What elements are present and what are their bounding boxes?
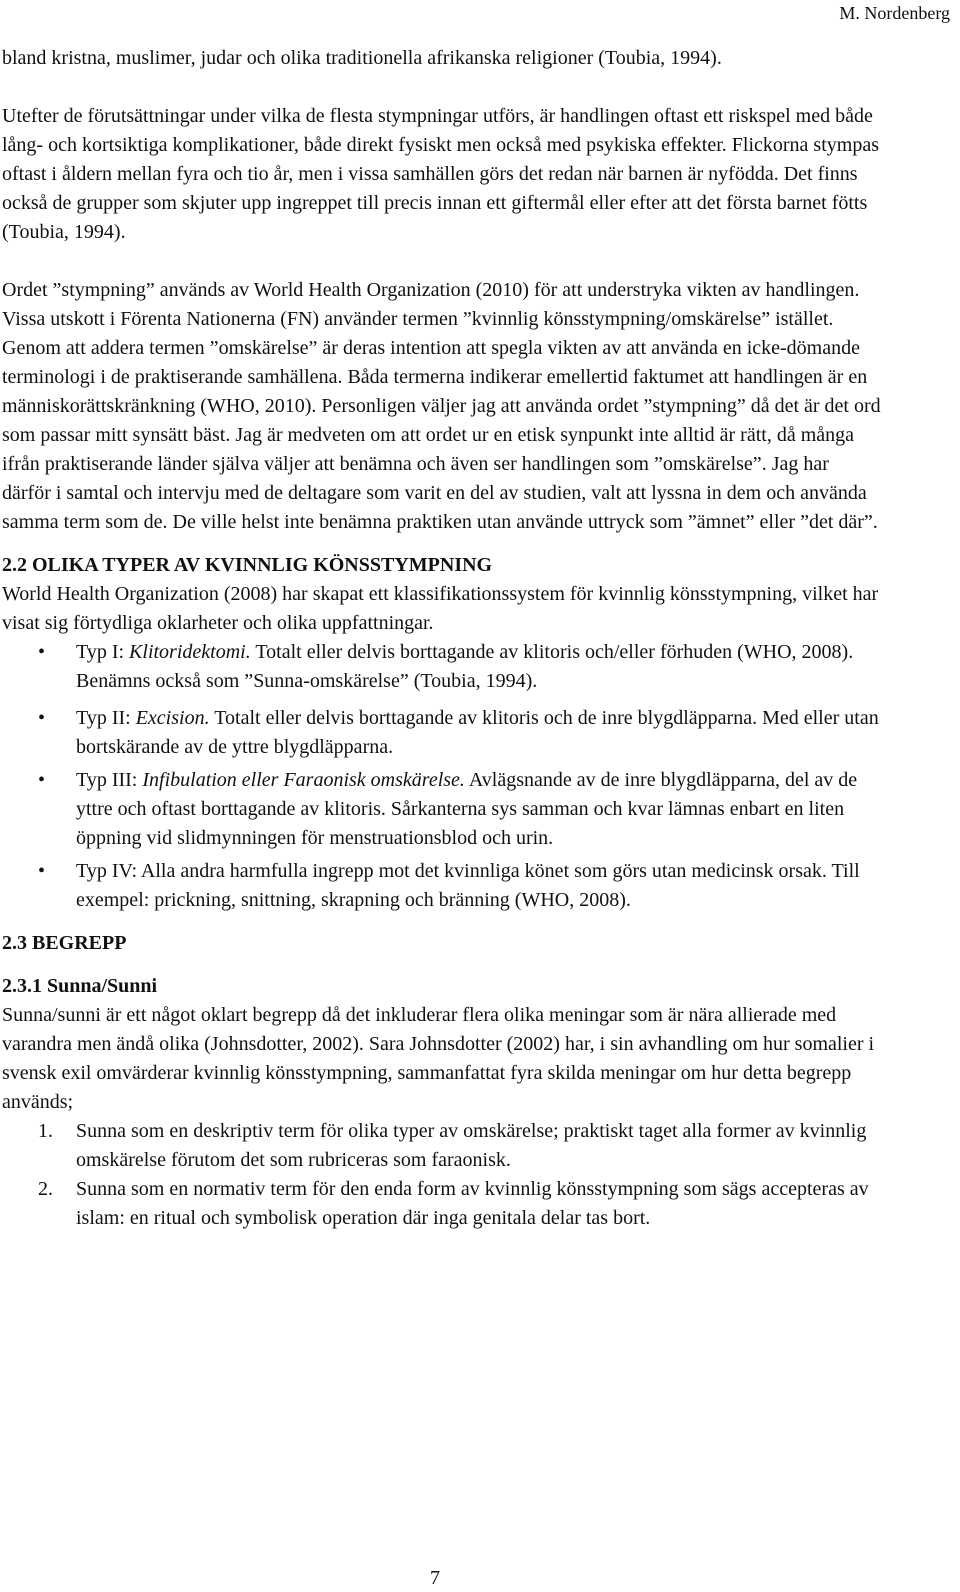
list-number: 2. (38, 1178, 53, 1200)
type-term: Excision. (135, 707, 210, 729)
list-item (2, 1175, 882, 1233)
meaning-text: Sunna som en normativ term för den enda form av kvinnlig könsstympning som sägs accepteras av islam: en ritual och symbolisk operation där inga genitala delar tas bort. (76, 1178, 869, 1229)
page-number: 7 (430, 1567, 440, 1589)
paragraph-terminology: Ordet ”stympning” används av World Health Organization (2010) för att understryka vikten av handlingen. Vissa utskott i Förenta Nationerna (FN) använder termen ”kvinnlig könsstympning/omskärelse” istället. Genom att addera termen ”omskärelse” är deras intention att spegla vikten av att använda en icke-dömande terminologi i de praktiserande samhällena. Båda termerna indikerar emellertid faktumet att handlingen är en människorättskränkning (WHO, 2010). Personligen väljer jag att använda ordet ”stympning” då det är det ord som passar mitt synsätt bäst. Jag är medveten om att ordet ur en etisk synpunkt inte alltid är rätt, då många ifrån praktiserande länder själva väljer att benämna och även ser handlingen som ”omskärelse”. Jag har därför i samtal och intervju med de deltagare som varit en del av studien, valt att lyssna in dem och använda samma term som de. De ville helst inte benämna praktiken utan använde uttryck som ”ämnet” eller ”det där”. (2, 279, 881, 533)
type-prefix: Typ II: (76, 707, 136, 729)
section-heading-concepts: 2.3 BEGREPP (2, 932, 127, 954)
bullet-icon: • (38, 707, 46, 729)
type-term: Infibulation eller Faraonisk omskärelse. (142, 769, 465, 791)
types-list (2, 638, 882, 915)
bullet-icon: • (38, 641, 46, 663)
type-prefix: Typ III: (76, 769, 143, 791)
paragraph-sunna-intro: Sunna/sunni är ett något oklart begrepp då det inkluderar flera olika meningar som är nära allierade med varandra men ändå olika (Johnsdotter, 2002). Sara Johnsdotter (2002) har, i sin avhandling om hur somalier i svensk exil omvärderar kvinnlig könsstympning, sammanfattat fyra skilda meningar om hur detta begrepp används; (2, 1004, 875, 1113)
running-header-author: M. Nordenberg (839, 3, 950, 23)
paragraph-who-classification: World Health Organization (2008) har skapat ett klassifikationssystem för kvinnlig könsstympning, vilket har visat sig förtydliga oklarheter och olika uppfattningar. (2, 583, 879, 634)
type-text: Totalt eller delvis borttagande av klitoris och/eller förhuden (WHO, 2008). Benämns också som ”Sunna-omskärelse” (Toubia, 1994). (76, 641, 854, 692)
type-term: Klitoridektomi. (129, 641, 251, 663)
bullet-icon: • (38, 860, 46, 882)
meanings-list (2, 1117, 882, 1233)
bullet-icon: • (38, 769, 46, 791)
subsection-heading-sunna: 2.3.1 Sunna/Sunni (2, 975, 158, 997)
type-text: Alla andra harmfulla ingrepp mot det kvinnliga könet som görs utan medicinsk orsak. Till exempel: prickning, snittning, skrapning och bränning (WHO, 2008). (76, 860, 860, 911)
list-item (2, 857, 882, 915)
meaning-text: Sunna som en deskriptiv term för olika typer av omskärelse; praktiskt taget alla former av kvinnlig omskärelse förutom det som rubriceras som faraonisk. (76, 1120, 867, 1171)
page-body (2, 44, 882, 1233)
type-text: Totalt eller delvis borttagande av klitoris och de inre blygdläpparna. Med eller utan bortskärande av de yttre blygdläpparna. (76, 707, 879, 758)
type-prefix: Typ IV: (76, 860, 141, 882)
list-item (2, 638, 882, 696)
list-item (2, 1117, 882, 1175)
paragraph-religions: bland kristna, muslimer, judar och olika traditionella afrikanska religioner (Toubia, 1994). (2, 47, 722, 69)
section-heading-types: 2.2 OLIKA TYPER AV KVINNLIG KÖNSSTYMPNING (2, 554, 493, 576)
type-prefix: Typ I: (76, 641, 130, 663)
list-item (2, 766, 882, 853)
list-number: 1. (38, 1120, 53, 1142)
list-item (2, 704, 882, 762)
paragraph-risks: Utefter de förutsättningar under vilka de flesta stympningar utförs, är handlingen oftast ett riskspel med både lång- och kortsiktiga komplikationer, både direkt fysiskt men också med psykiska effekter. Flickorna stympas oftast i åldern mellan fyra och tio år, men i vissa samhällen görs det redan när barnen är nyfödda. Det finns också de grupper som skjuter upp ingreppet till precis innan ett giftermål eller efter att det första barnet fötts (Toubia, 1994). (2, 105, 879, 243)
type-text: Avlägsnande av de inre blygdläpparna, del av de yttre och oftast borttagande av klitoris. Sårkanterna sys samman och kvar lämnas enbart en liten öppning vid slidmynningen för menstruationsblod och urin. (76, 769, 858, 849)
